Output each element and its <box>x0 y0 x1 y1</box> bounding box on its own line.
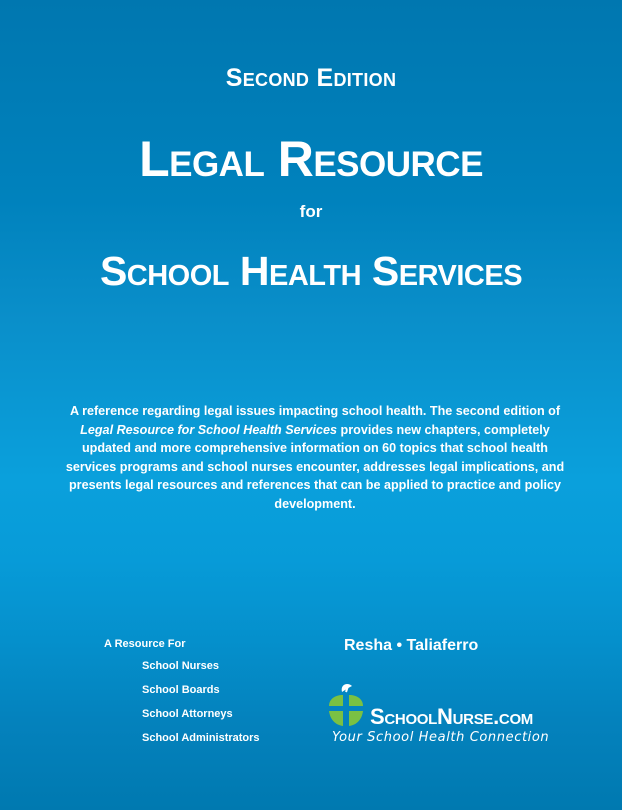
description <box>60 402 570 514</box>
audience-heading: A Resource For <box>104 638 186 650</box>
publisher-logo <box>326 682 566 752</box>
audience-item: School Attorneys <box>142 708 233 720</box>
audience-item: School Administrators <box>142 732 260 744</box>
apple-cross-icon <box>326 682 366 730</box>
publisher-tagline: Your School Health Connection <box>332 730 550 745</box>
audience-item: School Nurses <box>142 660 220 672</box>
title-line-1: Legal Resource <box>139 131 483 187</box>
audience-item: School Boards <box>142 684 220 696</box>
description-italic-title: Legal Resource for School Health Services <box>80 422 338 437</box>
title-line-2: School Health Services <box>99 248 523 294</box>
edition-label: Second Edition <box>225 64 397 92</box>
authors: Resha • Taliaferro <box>344 637 479 654</box>
audience-list <box>104 638 260 756</box>
publisher-brand: SchoolNurse.com <box>370 704 534 729</box>
title-connector: for <box>299 202 323 221</box>
description-part-1: A reference regarding legal issues impacting school health. The second edition of <box>69 404 561 418</box>
description-part-2: provides new chapters, completely updated and more comprehensive information on 60 topics that school health services programs and school nurses encounter, addresses legal implications, and presents legal resources and references that can be applied to practice and policy development. <box>65 422 565 511</box>
